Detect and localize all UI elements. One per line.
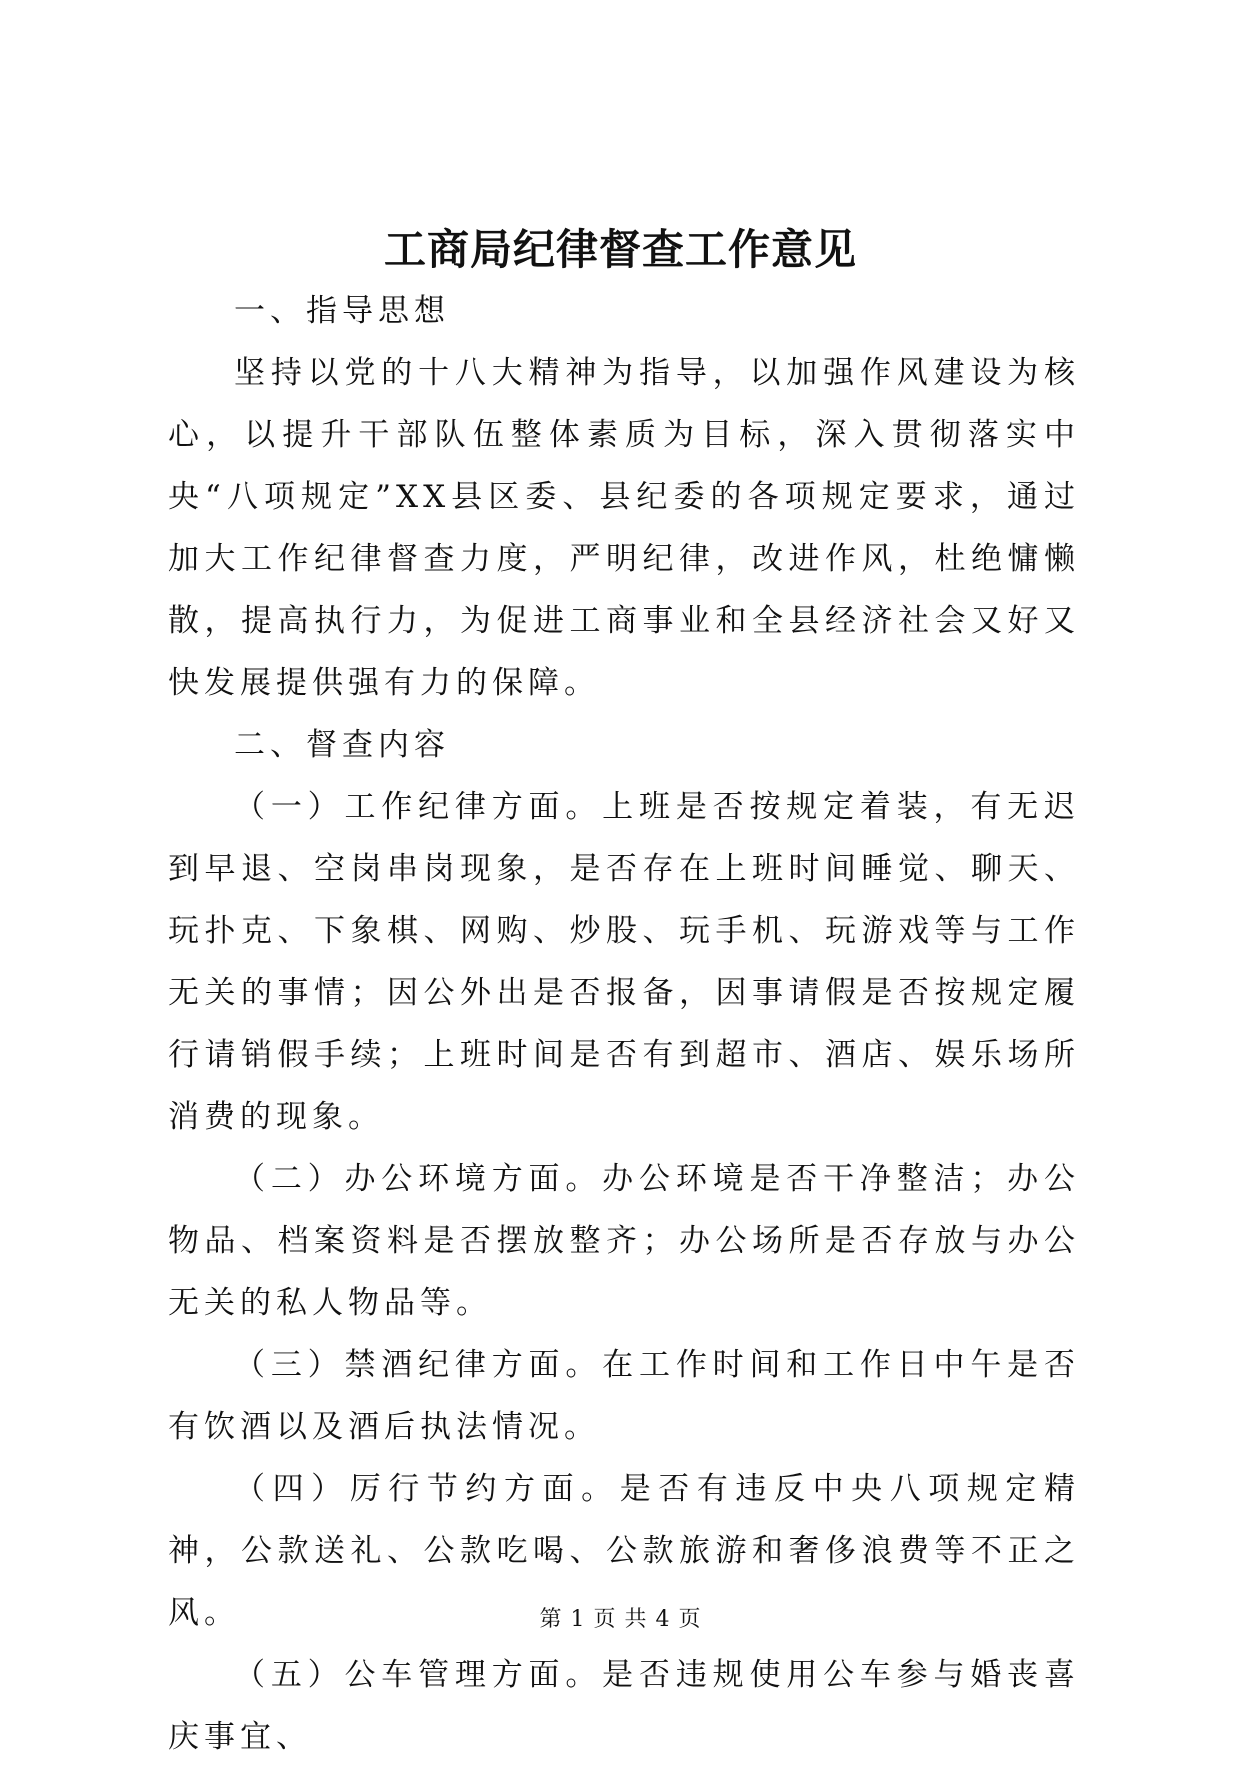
page-number-footer: 第 1 页 共 4 页 — [539, 1607, 702, 1632]
paragraph-office-environment: （二）办公环境方面。办公环境是否干净整洁；办公物品、档案资料是否摆放整齐；办公场所是否存放与办公无关的私人物品等。 — [168, 1161, 1080, 1321]
paragraph-guiding-ideology: 坚持以党的十八大精神为指导，以加强作风建设为核心，以提升干部队伍整体素质为目标，深入贯彻落实中央“八项规定”XX县区委、县纪委的各项规定要求，通过加大工作纪律督查力度，严明纪律，改进作风，杜绝慵懒散，提高执行力，为促进工商事业和全县经济社会又好又快发展提供强有力的保障。 — [168, 355, 1080, 701]
section-heading-guiding-ideology: 一、指导思想 — [234, 293, 450, 329]
paragraph-alcohol-discipline: （三）禁酒纪律方面。在工作时间和工作日中午是否有饮酒以及酒后执法情况。 — [168, 1347, 1080, 1445]
paragraph-frugality: （四）厉行节约方面。是否有违反中央八项规定精神，公款送礼、公款吃喝、公款旅游和奢侈浪费等不正之风。 — [168, 1471, 1080, 1631]
paragraph-official-vehicle: （五）公车管理方面。是否违规使用公车参与婚丧喜庆事宜、 — [168, 1657, 1080, 1755]
paragraph-work-discipline: （一）工作纪律方面。上班是否按规定着装，有无迟到早退、空岗串岗现象，是否存在上班时间睡觉、聊天、玩扑克、下象棋、网购、炒股、玩手机、玩游戏等与工作无关的事情；因公外出是否报备，因事请假是否按规定履行请销假手续；上班时间是否有到超市、酒店、娱乐场所消费的现象。 — [168, 789, 1080, 1135]
document-body — [168, 280, 1080, 1768]
document-title: 工商局纪律督查工作意见 — [383, 225, 857, 274]
section-heading-inspection-content: 二、督查内容 — [234, 727, 450, 763]
